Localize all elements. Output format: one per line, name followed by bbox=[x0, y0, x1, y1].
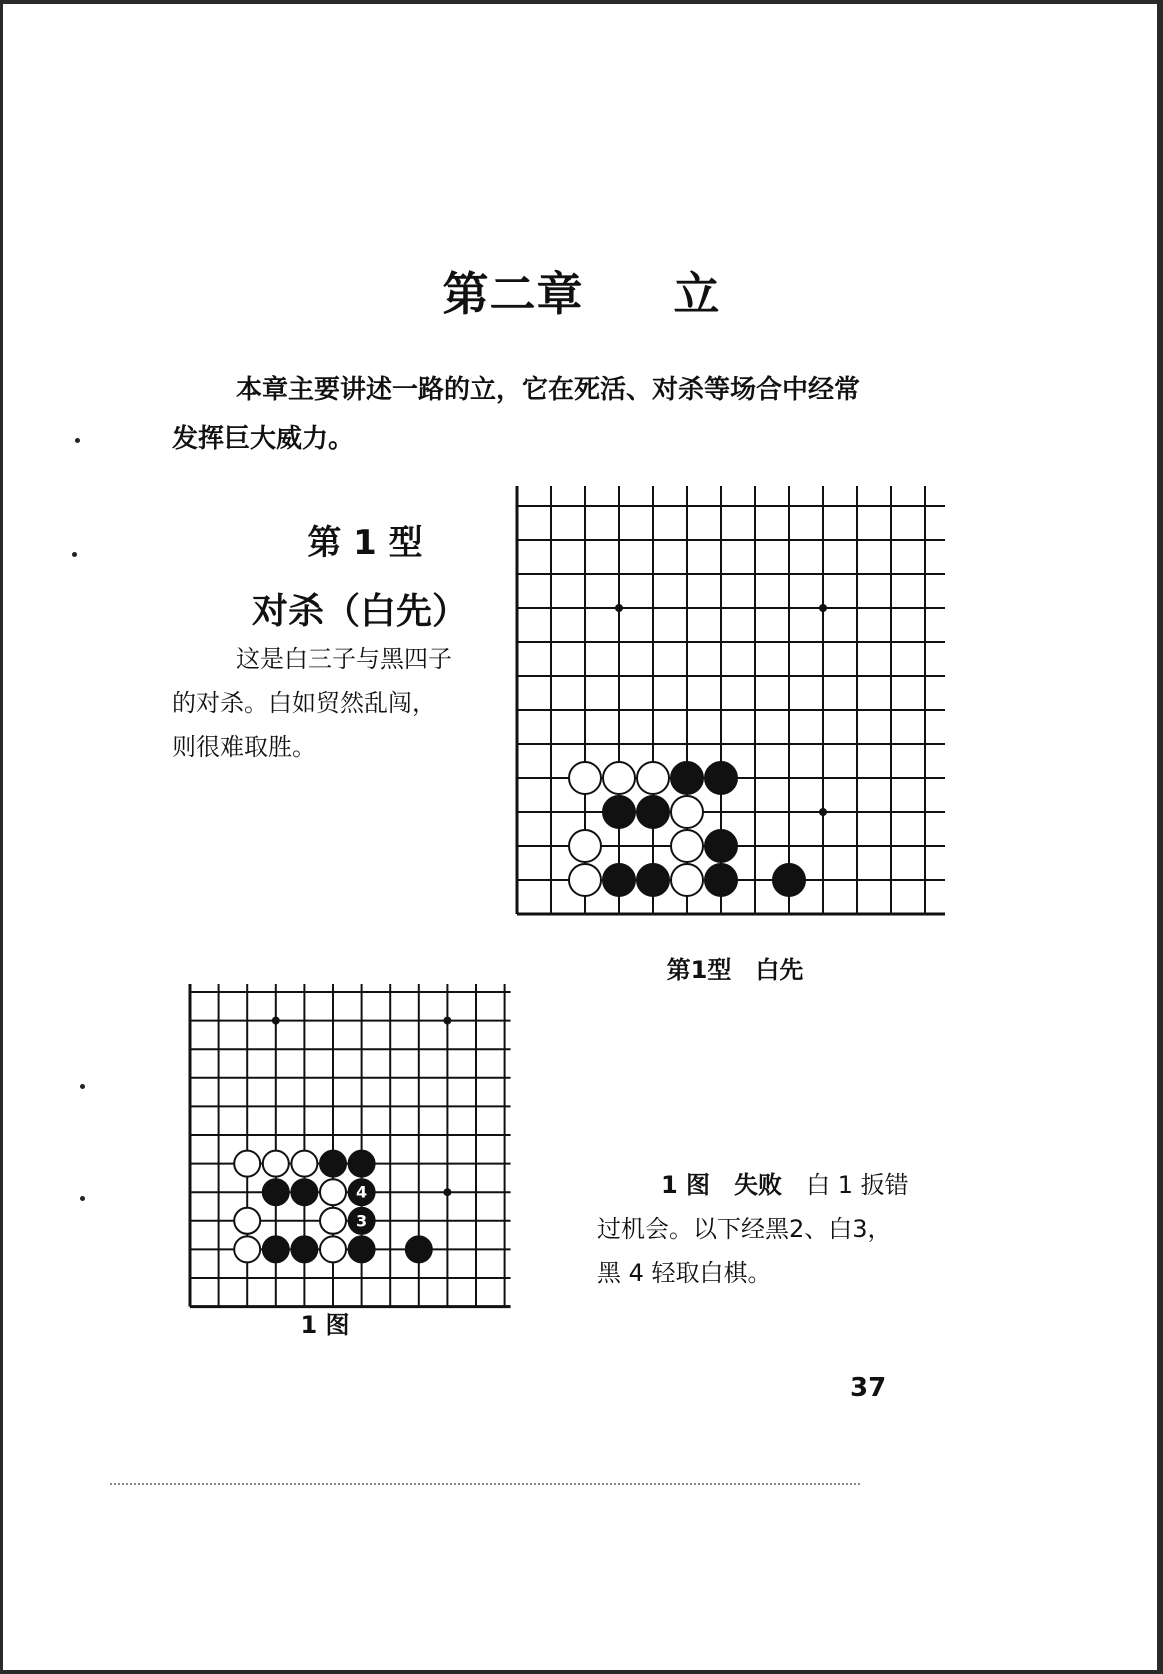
white-stone bbox=[320, 1179, 346, 1205]
black-stone bbox=[263, 1236, 289, 1262]
intro-line-2: 发挥巨大威力。 bbox=[172, 424, 355, 454]
star-point bbox=[443, 1017, 451, 1025]
white-stone bbox=[637, 762, 669, 794]
problem-text-line-1: 这是白三子与黑四子 bbox=[236, 645, 452, 673]
black-stone bbox=[637, 796, 669, 828]
white-stone bbox=[291, 1151, 317, 1177]
black-stone bbox=[349, 1151, 375, 1177]
black-stone bbox=[637, 864, 669, 896]
margin-dot bbox=[80, 1196, 85, 1201]
star-point bbox=[272, 1017, 280, 1025]
fig1-text-line-3: 黑 4 轻取白棋。 bbox=[597, 1259, 772, 1287]
problem-text-line-2: 的对杀。白如贸然乱闯， bbox=[172, 689, 436, 717]
fig1-text-line-2: 过机会。以下经黑2、白3， bbox=[597, 1215, 892, 1243]
chapter-title bbox=[0, 258, 1163, 324]
black-stone bbox=[349, 1236, 375, 1262]
white-stone bbox=[320, 1236, 346, 1262]
black-stone bbox=[603, 796, 635, 828]
star-point bbox=[443, 1188, 451, 1196]
problem-heading: 第 1 型 bbox=[307, 523, 423, 563]
black-stone bbox=[671, 762, 703, 794]
star-point bbox=[615, 604, 623, 612]
star-point bbox=[819, 808, 827, 816]
white-stone bbox=[320, 1208, 346, 1234]
black-stone bbox=[705, 830, 737, 862]
white-stone bbox=[671, 830, 703, 862]
white-stone bbox=[263, 1151, 289, 1177]
margin-dot bbox=[72, 552, 77, 557]
white-stone bbox=[569, 864, 601, 896]
black-stone bbox=[291, 1179, 317, 1205]
go-board-figure1 bbox=[180, 980, 540, 1310]
white-stone bbox=[569, 762, 601, 794]
figure-caption-problem: 第1型 白先 bbox=[666, 956, 804, 984]
fig1-text-line-1 bbox=[661, 1163, 909, 1207]
white-stone bbox=[234, 1236, 260, 1262]
black-stone bbox=[705, 864, 737, 896]
problem-subheading: 对杀（白先） bbox=[251, 591, 468, 632]
white-stone bbox=[234, 1151, 260, 1177]
margin-dot bbox=[80, 1084, 85, 1089]
white-stone bbox=[671, 796, 703, 828]
black-stone bbox=[263, 1179, 289, 1205]
margin-dot bbox=[75, 438, 80, 443]
fig1-text-heading: 1 图 失败 bbox=[661, 1171, 783, 1199]
fig1-text-rest: 白 1 扳错 bbox=[806, 1171, 909, 1199]
stone-number-label: 4 bbox=[356, 1182, 368, 1202]
white-stone bbox=[671, 864, 703, 896]
star-point bbox=[819, 604, 827, 612]
black-stone bbox=[705, 762, 737, 794]
white-stone bbox=[569, 830, 601, 862]
black-stone bbox=[320, 1151, 346, 1177]
black-stone bbox=[603, 864, 635, 896]
white-stone bbox=[603, 762, 635, 794]
page-number: 37 bbox=[850, 1373, 887, 1403]
go-board-problem bbox=[505, 480, 945, 920]
white-stone bbox=[234, 1208, 260, 1234]
problem-text-line-3: 则很难取胜。 bbox=[172, 733, 316, 761]
black-stone bbox=[406, 1236, 432, 1262]
chapter-name: 立 bbox=[673, 267, 721, 321]
stone-number-label: 3 bbox=[356, 1211, 368, 1231]
figure-caption-fig1: 1 图 bbox=[300, 1311, 350, 1339]
scan-artifact-line bbox=[110, 1483, 860, 1485]
black-stone bbox=[773, 864, 805, 896]
chapter-number: 第二章 bbox=[442, 267, 584, 321]
black-stone bbox=[291, 1236, 317, 1262]
intro-line-1: 本章主要讲述一路的立，它在死活、对杀等场合中经常 bbox=[236, 375, 861, 405]
